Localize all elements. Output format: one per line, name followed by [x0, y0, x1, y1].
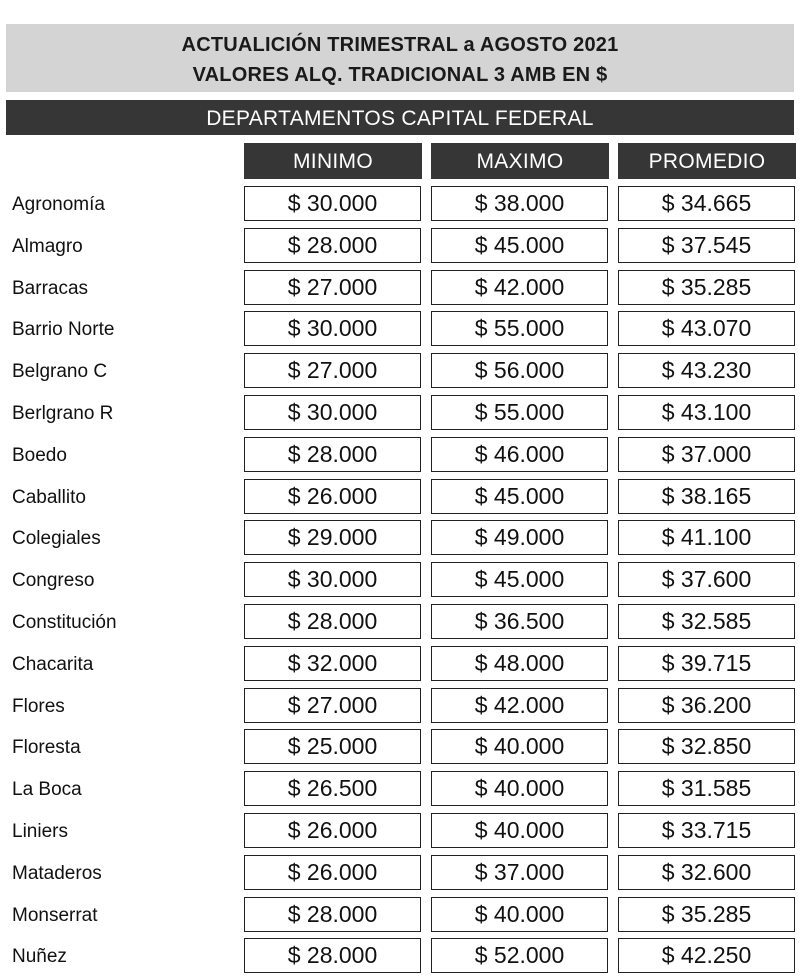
min-price-cell: $ 27.000 [244, 688, 421, 723]
avg-price-cell: $ 37.600 [618, 562, 795, 597]
max-price-cell: $ 45.000 [431, 562, 608, 597]
neighborhood-name: La Boca [12, 779, 82, 801]
max-price-cell: $ 36.500 [431, 604, 608, 639]
avg-price-cell: $ 35.285 [618, 897, 795, 932]
table-row [0, 518, 800, 560]
neighborhood-name: Nuñez [12, 946, 67, 968]
avg-price-cell: $ 42.250 [618, 938, 795, 973]
max-price-cell: $ 55.000 [431, 311, 608, 346]
min-price-cell: $ 29.000 [244, 520, 421, 555]
neighborhood-name: Barrio Norte [12, 319, 115, 341]
max-price-cell: $ 49.000 [431, 520, 608, 555]
min-price-cell: $ 28.000 [244, 604, 421, 639]
table-row [0, 435, 800, 477]
neighborhood-name: Monserrat [12, 904, 98, 926]
neighborhood-name: Liniers [12, 821, 68, 842]
max-price-cell: $ 48.000 [431, 646, 608, 681]
max-price-cell: $ 55.000 [431, 395, 608, 430]
max-price-cell: $ 40.000 [431, 897, 608, 932]
table-row [0, 644, 800, 686]
table-row [0, 226, 800, 268]
table-row [0, 769, 800, 811]
column-header-minimo: MINIMO [244, 143, 422, 179]
min-price-cell: $ 30.000 [244, 562, 421, 597]
neighborhood-name: Mataderos [12, 862, 102, 884]
max-price-cell: $ 38.000 [431, 186, 608, 221]
avg-price-cell: $ 43.230 [618, 353, 795, 388]
neighborhood-name: Colegiales [12, 528, 101, 550]
min-price-cell: $ 26.000 [244, 855, 421, 890]
avg-price-cell: $ 43.070 [618, 311, 795, 346]
table-row [0, 727, 800, 769]
avg-price-cell: $ 32.600 [618, 855, 795, 890]
min-price-cell: $ 25.000 [244, 729, 421, 764]
max-price-cell: $ 45.000 [431, 479, 608, 514]
max-price-cell: $ 45.000 [431, 228, 608, 263]
table-row [0, 936, 800, 978]
section-title: DEPARTAMENTOS CAPITAL FEDERAL [6, 100, 794, 135]
max-price-cell: $ 56.000 [431, 353, 608, 388]
table-row [0, 895, 800, 937]
max-price-cell: $ 46.000 [431, 437, 608, 472]
avg-price-cell: $ 32.585 [618, 604, 795, 639]
table-row [0, 393, 800, 435]
table-row [0, 184, 800, 226]
min-price-cell: $ 30.000 [244, 311, 421, 346]
avg-price-cell: $ 33.715 [618, 813, 795, 848]
table-row [0, 309, 800, 351]
neighborhood-name: Caballito [12, 486, 86, 508]
min-price-cell: $ 28.000 [244, 228, 421, 263]
avg-price-cell: $ 32.850 [618, 729, 795, 764]
avg-price-cell: $ 43.100 [618, 395, 795, 430]
table-row [0, 853, 800, 895]
neighborhood-name: Congreso [12, 570, 95, 592]
min-price-cell: $ 28.000 [244, 437, 421, 472]
neighborhood-name: Boedo [12, 444, 67, 466]
neighborhood-name: Constitución [12, 612, 117, 633]
min-price-cell: $ 26.000 [244, 479, 421, 514]
table-row [0, 560, 800, 602]
table-row [0, 351, 800, 393]
neighborhood-name: Floresta [12, 737, 81, 759]
max-price-cell: $ 37.000 [431, 855, 608, 890]
avg-price-cell: $ 41.100 [618, 520, 795, 555]
report-header [6, 24, 794, 92]
max-price-cell: $ 40.000 [431, 771, 608, 806]
avg-price-cell: $ 37.545 [618, 228, 795, 263]
table-row [0, 268, 800, 310]
neighborhood-name: Almagro [12, 235, 83, 257]
avg-price-cell: $ 36.200 [618, 688, 795, 723]
table-row [0, 811, 800, 853]
min-price-cell: $ 30.000 [244, 186, 421, 221]
neighborhood-name: Berlgrano R [12, 403, 114, 424]
max-price-cell: $ 42.000 [431, 270, 608, 305]
avg-price-cell: $ 31.585 [618, 771, 795, 806]
max-price-cell: $ 40.000 [431, 813, 608, 848]
avg-price-cell: $ 38.165 [618, 479, 795, 514]
min-price-cell: $ 32.000 [244, 646, 421, 681]
avg-price-cell: $ 39.715 [618, 646, 795, 681]
header-subtitle: VALORES ALQ. TRADICIONAL 3 AMB EN $ [192, 64, 608, 86]
neighborhood-name: Agronomía [12, 194, 105, 215]
max-price-cell: $ 40.000 [431, 729, 608, 764]
avg-price-cell: $ 37.000 [618, 437, 795, 472]
neighborhood-name: Barracas [12, 277, 89, 299]
max-price-cell: $ 52.000 [431, 938, 608, 973]
min-price-cell: $ 26.000 [244, 813, 421, 848]
max-price-cell: $ 42.000 [431, 688, 608, 723]
header-title: ACTUALICIÓN TRIMESTRAL a AGOSTO 2021 [181, 34, 619, 56]
neighborhood-name: Belgrano C [12, 361, 108, 383]
column-header-maximo: MAXIMO [431, 143, 609, 179]
neighborhood-name: Flores [12, 695, 65, 717]
min-price-cell: $ 27.000 [244, 270, 421, 305]
avg-price-cell: $ 34.665 [618, 186, 795, 221]
min-price-cell: $ 30.000 [244, 395, 421, 430]
min-price-cell: $ 26.500 [244, 771, 421, 806]
avg-price-cell: $ 35.285 [618, 270, 795, 305]
table-row [0, 686, 800, 728]
min-price-cell: $ 28.000 [244, 897, 421, 932]
column-header-promedio: PROMEDIO [618, 143, 796, 179]
table-row [0, 602, 800, 644]
min-price-cell: $ 27.000 [244, 353, 421, 388]
min-price-cell: $ 28.000 [244, 938, 421, 973]
neighborhood-name: Chacarita [12, 653, 94, 675]
table-row [0, 477, 800, 519]
